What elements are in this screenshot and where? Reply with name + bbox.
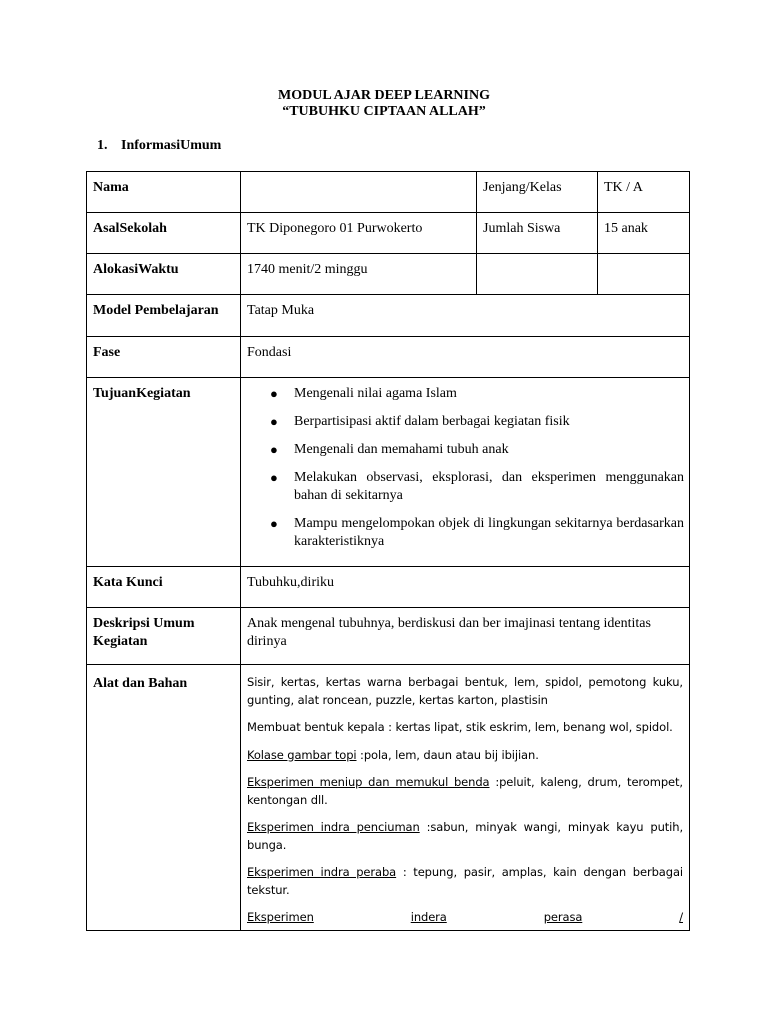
list-item: [270, 441, 684, 459]
alat-bahan-content: [247, 674, 683, 927]
tujuan-item-text: Berpartisipasi aktif dalam berbagai kegiatan fisik: [294, 414, 570, 429]
column-divider: [597, 171, 598, 295]
tujuan-item-text: Mengenali dan memahami tubuh anak: [294, 442, 509, 457]
row-divider: [86, 336, 690, 337]
value-alokasi-waktu: 1740 menit/2 minggu: [247, 262, 368, 277]
table-border: [86, 930, 690, 931]
table-border: [86, 171, 87, 931]
list-item: [270, 515, 684, 551]
activity-materials: :pola, lem, daun atau bij ibijian.: [356, 747, 539, 762]
bullet-icon: ●: [270, 470, 278, 485]
list-item: [270, 469, 684, 505]
activity-name: Eksperimen meniup dan memukul benda: [247, 775, 490, 789]
list-item: [270, 385, 684, 403]
activity-materials: :sabun, minyak wangi, minyak kayu putih, bunga.: [247, 820, 684, 852]
document-subtitle: “TUBUHKU CIPTAAN ALLAH”: [282, 104, 486, 119]
bullet-icon: ●: [270, 442, 278, 457]
alat-paragraph: [247, 864, 683, 899]
alat-paragraph: [247, 819, 683, 854]
label-jenjang: Jenjang/Kelas: [483, 180, 562, 195]
tujuan-item-text: Mengenali nilai agama Islam: [294, 386, 457, 401]
label-alokasi-waktu: AlokasiWaktu: [93, 262, 179, 277]
label-alat-bahan: Alat dan Bahan: [93, 676, 188, 691]
row-divider: [86, 212, 690, 213]
section-label: InformasiUmum: [121, 138, 222, 153]
alat-paragraph: Membuat bentuk kepala : kertas lipat, stik eskrim, lem, benang wol, spidol.: [247, 720, 673, 734]
label-fase: Fase: [93, 345, 121, 360]
value-asal-sekolah: TK Diponegoro 01 Purwokerto: [247, 221, 423, 236]
bullet-icon: ●: [270, 414, 278, 429]
table-border: [689, 171, 690, 931]
alat-paragraph-truncated: [247, 909, 683, 927]
value-jenjang: TK / A: [604, 180, 643, 195]
document-title: MODUL AJAR DEEP LEARNING: [278, 88, 490, 103]
activity-materials: : tepung, pasir, amplas, kain dengan berbagai tekstur.: [247, 865, 683, 897]
value-model-pembelajaran: Tatap Muka: [247, 303, 315, 318]
label-model-pembelajaran: Model Pembelajaran: [93, 303, 219, 318]
row-divider: [86, 664, 690, 665]
label-deskripsi: Deskripsi Umum Kegiatan: [93, 616, 195, 649]
value-jumlah-siswa: 15 anak: [604, 221, 648, 236]
alat-paragraph: [247, 747, 683, 765]
column-divider: [476, 171, 477, 295]
label-jumlah-siswa: Jumlah Siswa: [483, 221, 561, 236]
activity-name: Eksperimen indra penciuman: [247, 820, 420, 834]
tujuan-item-text: Melakukan observasi, eksplorasi, dan eksperimen menggunakan bahan di sekitarnya: [294, 470, 684, 503]
row-divider: [86, 607, 690, 608]
table-border: [86, 171, 690, 172]
value-kata-kunci: Tubuhku,diriku: [247, 575, 335, 590]
row-divider: [86, 253, 690, 254]
activity-name: Kolase gambar topi: [247, 747, 357, 762]
label-kata-kunci: Kata Kunci: [93, 575, 163, 590]
row-divider: [86, 294, 690, 295]
bullet-icon: ●: [270, 516, 278, 531]
word: Eksperimen: [247, 910, 314, 924]
label-nama: Nama: [93, 180, 129, 195]
activity-name: Eksperimen indra peraba: [247, 865, 397, 879]
section-number: 1.: [97, 138, 108, 153]
label-asal-sekolah: AsalSekolah: [93, 221, 167, 236]
alat-paragraph: Sisir, kertas, kertas warna berbagai bentuk, lem, spidol, pemotong kuku, gunting, alat roncean, puzzle, kertas karton, plastisin: [247, 675, 683, 707]
word: perasa: [543, 910, 583, 924]
value-fase: Fondasi: [247, 345, 292, 360]
activity-materials: :peluit, kaleng, drum, terompet, kentongan dll.: [247, 775, 683, 807]
list-item: [270, 413, 684, 431]
value-deskripsi: Anak mengenal tubuhnya, berdiskusi dan ber imajinasi tentang identitas dirinya: [247, 616, 651, 649]
word: indera: [410, 910, 447, 924]
word: /: [679, 910, 683, 924]
row-divider: [86, 377, 690, 378]
bullet-icon: ●: [270, 386, 278, 401]
tujuan-item-text: Mampu mengelompokan objek di lingkungan sekitarnya berdasarkan karakteristiknya: [294, 516, 684, 549]
label-tujuan-kegiatan: TujuanKegiatan: [93, 386, 191, 401]
alat-paragraph: [247, 774, 683, 809]
tujuan-list: [270, 385, 684, 561]
row-divider: [86, 566, 690, 567]
column-divider: [240, 171, 241, 931]
